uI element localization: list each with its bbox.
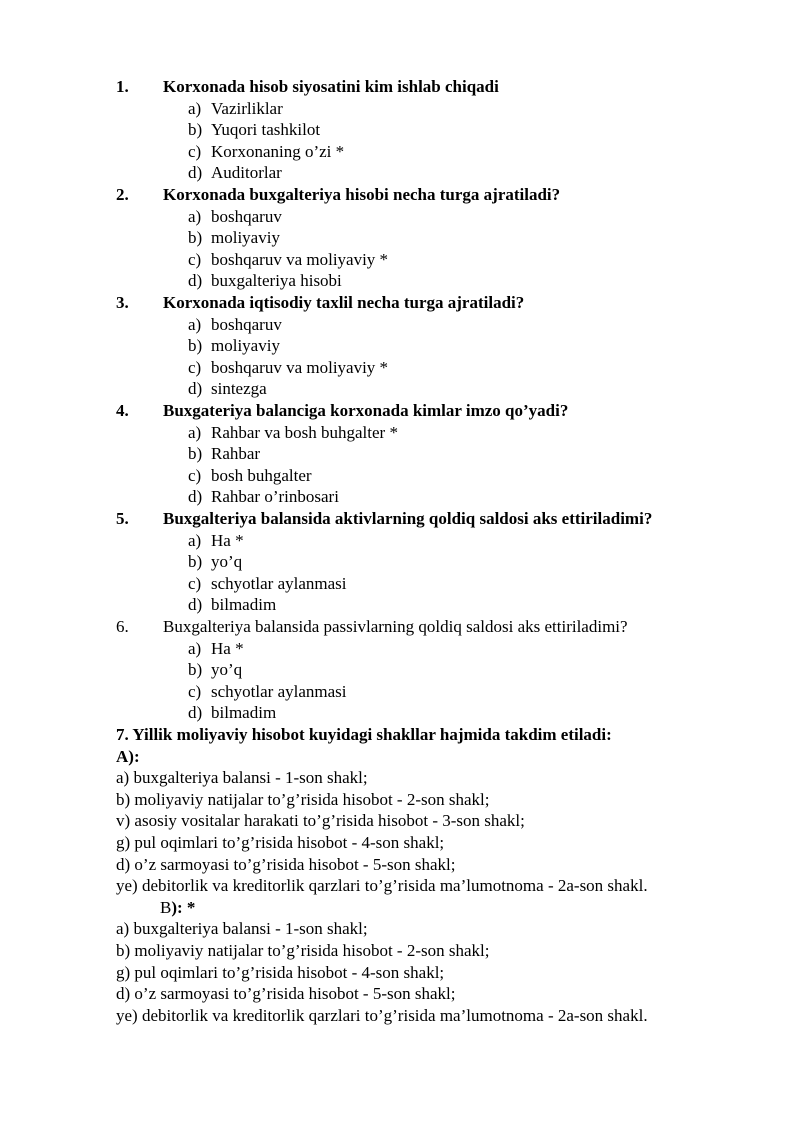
question-number: 4.	[116, 401, 129, 420]
option-letter: b)	[188, 120, 203, 140]
option-letter: c)	[188, 465, 202, 485]
list-item: ye) debitorlik va kreditorlik qarzlari to’g’risida ma’lumotnoma - 2a-son shakl.	[116, 1005, 648, 1025]
option-letter: b)	[188, 552, 203, 572]
question-number: 5.	[116, 509, 129, 528]
option-text: buxgalteriya hisobi	[211, 271, 342, 291]
option-letter: d)	[188, 271, 203, 291]
option-letter: a)	[188, 206, 202, 226]
option-text: moliyaviy	[211, 336, 280, 356]
option-letter: a)	[188, 422, 202, 442]
variant-label	[160, 897, 195, 919]
option-text: yo’q	[211, 552, 243, 572]
option-letter: b)	[188, 336, 203, 356]
list-item: b) moliyaviy natijalar to’g’risida hisobot - 2-son shakl;	[116, 789, 490, 809]
option-text: Korxonaning o’zi *	[211, 141, 345, 161]
list-item: a) buxgalteriya balansi - 1-son shakl;	[116, 919, 368, 939]
variant-letter: B	[160, 897, 172, 917]
option-text: Yuqori tashkilot	[211, 120, 321, 140]
list-item: b) moliyaviy natijalar to’g’risida hisobot - 2-son shakl;	[116, 941, 490, 960]
option-text: Vazirliklar	[211, 98, 283, 118]
option-letter: d)	[188, 703, 203, 723]
option-text: Rahbar	[211, 444, 261, 464]
list-item: ye) debitorlik va kreditorlik qarzlari to’g’risida ma’lumotnoma - 2a-son shakl.	[116, 876, 648, 896]
option-letter: a)	[188, 638, 202, 658]
option-text: boshqaruv	[211, 314, 282, 334]
list-item: g) pul oqimlari to’g’risida hisobot - 4-son shakl;	[116, 962, 445, 982]
option-text: Ha *	[211, 530, 244, 550]
option-letter: a)	[188, 530, 202, 550]
option-text: Ha *	[211, 638, 244, 658]
option-letter: c)	[188, 357, 202, 377]
question-number: 6.	[116, 617, 129, 636]
variant-label: A):	[116, 746, 140, 766]
list-item: d) o’z sarmoyasi to’g’risida hisobot - 5-son shakl;	[116, 984, 456, 1004]
variant-label-rest: ): *	[171, 897, 196, 917]
option-text: Auditorlar	[211, 163, 282, 183]
option-text: boshqaruv va moliyaviy *	[211, 357, 389, 377]
option-text: bosh buhgalter	[211, 465, 312, 485]
list-item: v) asosiy vositalar harakati to’g’risida hisobot - 3-son shakl;	[116, 811, 525, 831]
option-letter: b)	[188, 228, 203, 248]
question-text: Buxgalteriya balansida aktivlarning qoldiq saldosi aks ettiriladimi?	[163, 509, 653, 528]
option-text: bilmadim	[211, 703, 277, 723]
question-text: 7. Yillik moliyaviy hisobot kuyidagi shakllar hajmida takdim etiladi:	[116, 725, 612, 744]
question-number: 2.	[116, 185, 129, 204]
question-text: Buxgalteriya balansida passivlarning qoldiq saldosi aks ettiriladimi?	[163, 617, 628, 636]
question-text: Buxgateriya balanciga korxonada kimlar imzo qo’yadi?	[163, 401, 569, 420]
question-text: Korxonada iqtisodiy taxlil necha turga ajratiladi?	[163, 293, 525, 312]
option-letter: c)	[188, 573, 202, 593]
option-text: boshqaruv va moliyaviy *	[211, 249, 389, 269]
option-text: boshqaruv	[211, 206, 282, 226]
option-letter: b)	[188, 444, 203, 464]
option-letter: a)	[188, 98, 202, 118]
list-item: d) o’z sarmoyasi to’g’risida hisobot - 5-son shakl;	[116, 854, 456, 874]
option-letter: d)	[188, 595, 203, 615]
option-letter: d)	[188, 163, 203, 183]
option-letter: d)	[188, 487, 203, 507]
option-letter: b)	[188, 660, 203, 680]
option-text: sintezga	[211, 379, 267, 399]
option-letter: d)	[188, 379, 203, 399]
option-text: schyotlar aylanmasi	[211, 573, 347, 593]
question-number: 3.	[116, 293, 129, 312]
question-text: Korxonada hisob siyosatini kim ishlab chiqadi	[163, 77, 499, 96]
option-text: yo’q	[211, 660, 243, 680]
list-item: g) pul oqimlari to’g’risida hisobot - 4-son shakl;	[116, 833, 445, 852]
option-letter: a)	[188, 314, 202, 334]
list-item: a) buxgalteriya balansi - 1-son shakl;	[116, 768, 368, 788]
option-text: Rahbar o’rinbosari	[211, 487, 339, 507]
option-text: Rahbar va bosh buhgalter *	[211, 422, 398, 442]
option-letter: c)	[188, 681, 202, 701]
question-text: Korxonada buxgalteriya hisobi necha turga ajratiladi?	[163, 185, 561, 204]
question-number: 1.	[116, 77, 129, 96]
option-text: schyotlar aylanmasi	[211, 681, 347, 701]
option-letter: c)	[188, 141, 202, 161]
option-letter: c)	[188, 249, 202, 269]
option-text: bilmadim	[211, 595, 277, 615]
option-text: moliyaviy	[211, 228, 280, 248]
